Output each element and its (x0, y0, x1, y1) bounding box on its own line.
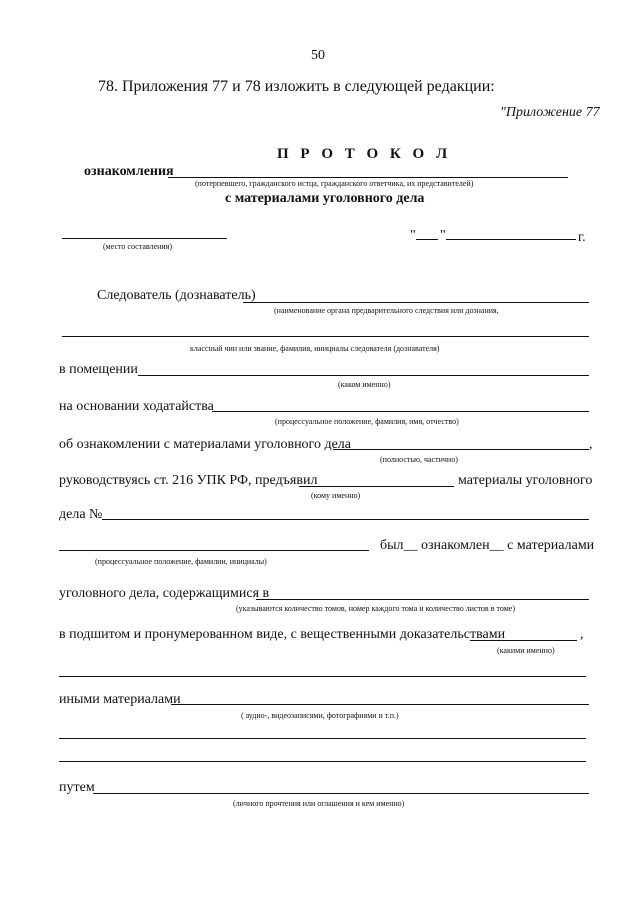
case-label: дела № (59, 507, 103, 522)
evidence-comma: , (580, 627, 584, 642)
familiar-label: об ознакомлении с материалами уголовного дела (59, 437, 351, 452)
date-quote-open: " (410, 228, 416, 243)
investigator-line (243, 302, 589, 303)
other-line (171, 704, 589, 705)
other-extra-line-1 (59, 738, 586, 739)
investigator-label: Следователь (дознаватель) (97, 288, 256, 303)
place-line (62, 238, 227, 239)
date-day-line (416, 239, 438, 240)
room-label: в помещении (59, 362, 138, 377)
familiarization-line (168, 177, 568, 178)
evidence-caption: (какими именно) (497, 646, 555, 655)
way-caption: (личного прочтения или оглашения и кем именно) (233, 799, 405, 808)
other-caption: ( аудио-, видеозаписями, фотографиями и т.п.) (241, 711, 399, 720)
petition-label: на основании ходатайства (59, 399, 214, 414)
petition-line (212, 411, 589, 412)
rank-caption: классный чин или звание, фамилия, инициалы следователя (дознавателя) (190, 344, 440, 353)
familiarization-label: ознакомления (84, 164, 174, 179)
room-line (138, 375, 589, 376)
room-caption: (каком именно) (338, 380, 391, 389)
familiarization-caption: (потерпевшего, гражданского истца, гражданского ответчика, их представителей) (195, 179, 474, 188)
evidence-label: в подшитом и пронумерованном виде, с вещественными доказательствами (59, 627, 506, 642)
was-label: был__ ознакомлен__ с материалами (380, 538, 595, 553)
way-label: путем (59, 780, 95, 795)
case-line (102, 519, 589, 520)
was-line (59, 550, 369, 551)
familiar-comma: , (589, 437, 593, 452)
guided-caption: (кому именно) (311, 491, 361, 500)
guided-label: руководствуясь ст. 216 УПК РФ, предъявил (59, 473, 318, 488)
place-caption: (место составления) (103, 242, 172, 251)
volumes-line (256, 599, 589, 600)
evidence-line (470, 640, 577, 641)
date-quote-close: " (440, 228, 446, 243)
amendment-heading: 78. Приложения 77 и 78 изложить в следующей редакции: (98, 78, 495, 95)
petition-caption: (процессуальное положение, фамилия, имя, отчество) (275, 417, 459, 426)
page-number: 50 (311, 48, 325, 63)
way-line (93, 793, 589, 794)
guided-suffix: материалы уголовного (458, 473, 593, 488)
date-month-line (446, 239, 576, 240)
investigator-caption: (наименование органа предварительного следствия или дознания, (274, 306, 499, 315)
guided-line (299, 486, 454, 487)
protocol-title: П Р О Т О К О Л (277, 146, 452, 162)
other-extra-line-2 (59, 761, 586, 762)
volumes-label: уголовного дела, содержащимися в (59, 586, 270, 601)
date-year-suffix: г. (578, 230, 586, 245)
other-label: иными материалами (59, 692, 181, 707)
appendix-label: "Приложение 77 (500, 105, 600, 120)
protocol-subtitle: с материалами уголовного дела (225, 191, 425, 206)
familiar-caption: (полностью, частично) (380, 455, 458, 464)
evidence-extra-line (59, 676, 586, 677)
familiar-line (333, 449, 589, 450)
rank-line (62, 336, 589, 337)
was-caption: (процессуальное положение, фамилии, инициалы) (95, 557, 267, 566)
volumes-caption: (указываются количество томов, номер каждого тома и количество листов в томе) (236, 604, 515, 613)
